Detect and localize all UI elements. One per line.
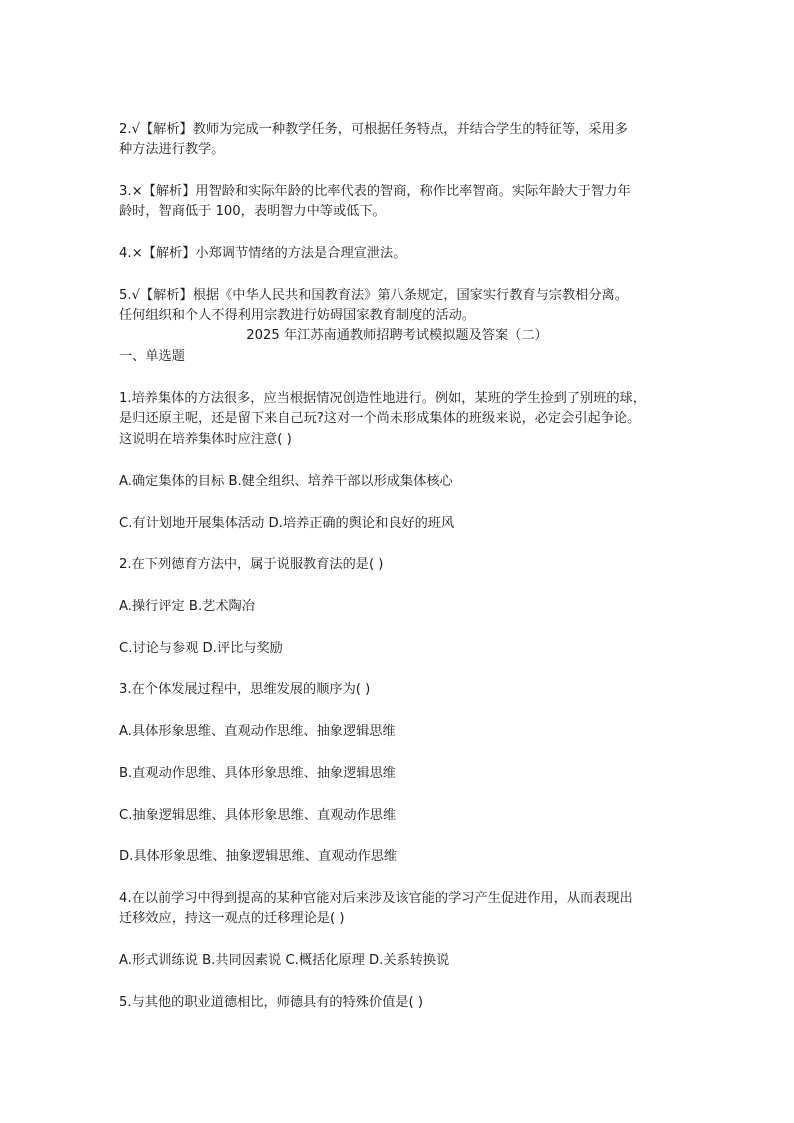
question-3-option-b: B.直观动作思维、具体形象思维、抽象逻辑思维	[119, 766, 396, 781]
answer-4-line-1: 4.×【解析】小郑调节情绪的方法是合理宣泄法。	[119, 246, 407, 261]
answer-2-line-1: 2.√【解析】教师为完成一种教学任务，可根据任务特点，并结合学生的特征等，采用多	[119, 122, 628, 137]
question-4-options: A.形式训练说 B.共同因素说 C.概括化原理 D.关系转换说	[119, 953, 450, 968]
question-1-line-3: 这说明在培养集体时应注意( )	[119, 432, 292, 447]
question-2-options-cd: C.讨论与参观 D.评比与奖励	[119, 641, 283, 656]
question-1-options-ab: A.确定集体的目标 B.健全组织、培养干部以形成集体核心	[119, 474, 453, 489]
answer-5-line-1: 5.√【解析】根据《中华人民共和国教育法》第八条规定，国家实行教育与宗教相分离。	[119, 288, 628, 303]
question-1-options-cd: C.有计划地开展集体活动 D.培养正确的舆论和良好的班风	[119, 516, 455, 531]
question-1-line-2: 是归还原主呢，还是留下来自己玩?这对一个尚未形成集体的班级来说，必定会引起争论。	[119, 411, 641, 426]
answer-5-line-2: 任何组织和个人不得利用宗教进行妨碍国家教育制度的活动。	[119, 308, 476, 323]
question-4-line-1: 4.在以前学习中得到提高的某种官能对后来涉及该官能的学习产生促进作用，从而表现出	[119, 891, 633, 906]
question-2-stem: 2.在下列德育方法中，属于说服教育法的是( )	[119, 557, 384, 572]
question-3-option-a: A.具体形象思维、直观动作思维、抽象逻辑思维	[119, 724, 396, 739]
question-3-stem: 3.在个体发展过程中，思维发展的顺序为( )	[119, 682, 371, 697]
question-3-option-c: C.抽象逻辑思维、具体形象思维、直观动作思维	[119, 808, 397, 823]
section-heading: 一、单选题	[119, 349, 185, 364]
question-1-line-1: 1.培养集体的方法很多，应当根据情况创造性地进行。例如，某班的学生捡到了别班的球，	[119, 391, 646, 406]
question-2-options-ab: A.操行评定 B.艺术陶冶	[119, 599, 255, 614]
answer-3-line-2: 龄时，智商低于 100，表明智力中等或低下。	[119, 204, 386, 219]
answer-2-line-2: 种方法进行教学。	[119, 142, 225, 157]
question-3-option-d: D.具体形象思维、抽象逻辑思维、直观动作思维	[119, 849, 398, 864]
question-4-line-2: 迁移效应，持这一观点的迁移理论是( )	[119, 911, 345, 926]
answer-3-line-1: 3.×【解析】用智龄和实际年龄的比率代表的智商，称作比率智商。实际年龄大于智力年	[119, 184, 631, 199]
exam-title: 2025 年江苏南通教师招聘考试模拟题及答案（二）	[246, 328, 548, 343]
question-5-stem: 5.与其他的职业道德相比，师德具有的特殊价值是( )	[119, 995, 423, 1010]
